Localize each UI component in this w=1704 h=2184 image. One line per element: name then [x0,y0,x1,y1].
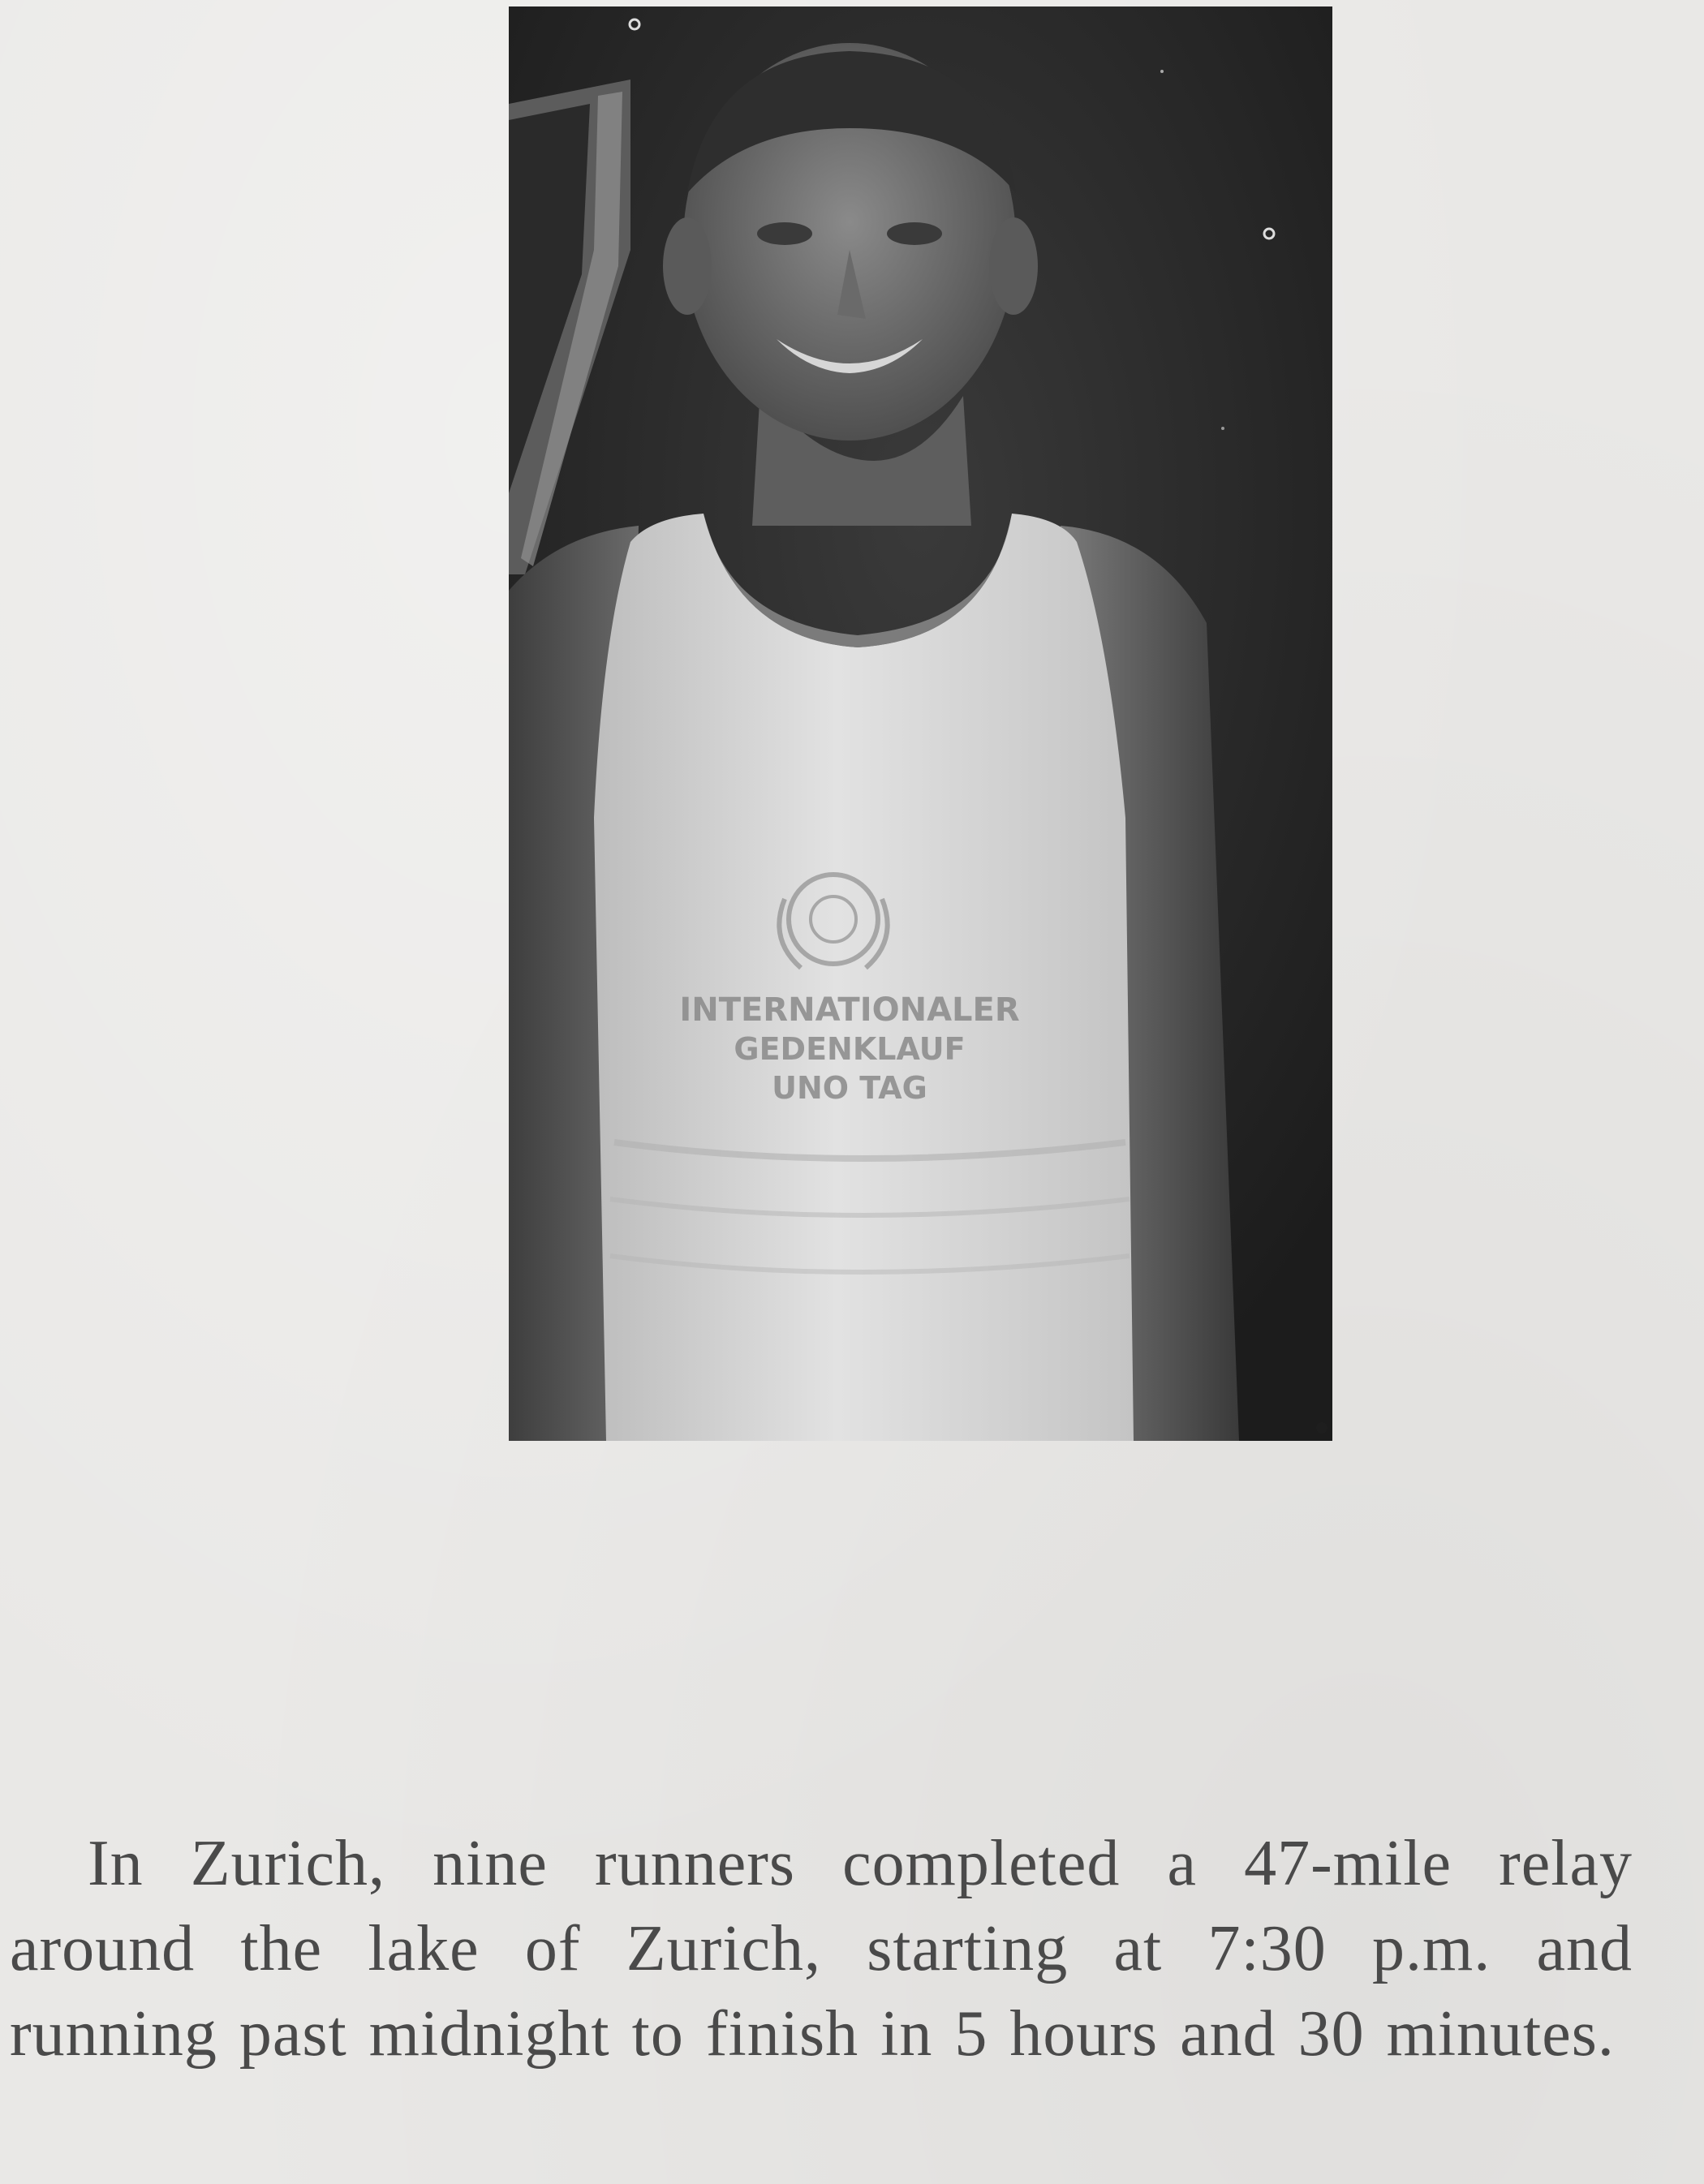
shirt-text-line-3: UNO TAG [772,1070,927,1106]
runner-photo [509,6,1332,1441]
photo-caption: In Zurich, nine runners completed a 47-mile relay around the lake of Zurich, starting at 7:30 p.m. and running past midnight to finish in 5 hours and 30 minutes. [10,1828,1633,2070]
runner-photo-illustration [509,6,1332,1441]
shirt-text-line-1: INTERNATIONALER [679,991,1020,1029]
shirt-text-line-2: GEDENKLAUF [734,1031,966,1067]
scan-speck [1316,1422,1327,1434]
